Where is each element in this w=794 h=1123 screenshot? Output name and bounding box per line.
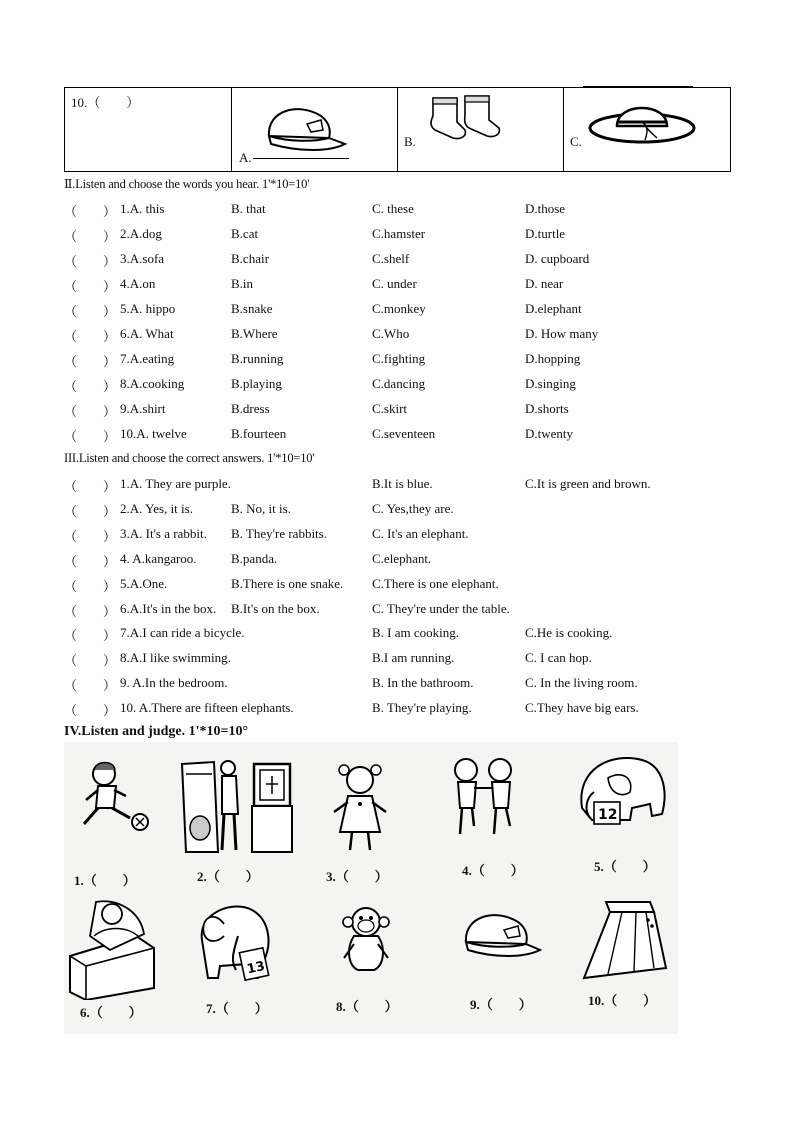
option-c: B.It is blue. bbox=[372, 476, 433, 491]
answer-parentheses: （ ） bbox=[64, 628, 117, 644]
boy-watching-tv-icon bbox=[178, 754, 294, 854]
answer-parentheses: （ ） bbox=[64, 703, 117, 719]
option-a: 6.A. What bbox=[120, 326, 174, 341]
option-b: B.running bbox=[231, 351, 284, 366]
section-4-title: IV.Listen and judge. 1'*10=10° bbox=[64, 724, 249, 739]
option-c: C.Who bbox=[372, 326, 410, 341]
question-row bbox=[64, 201, 744, 221]
socks-icon bbox=[425, 94, 515, 142]
question-row bbox=[64, 700, 744, 720]
picture-9-label: 9.（ ） bbox=[470, 997, 532, 1012]
question-row bbox=[64, 576, 744, 596]
skirt-icon bbox=[578, 898, 670, 982]
picture-6-label: 6.（ ） bbox=[80, 1005, 142, 1020]
option-b: B.Where bbox=[231, 326, 278, 341]
option-d: D.elephant bbox=[525, 301, 582, 316]
elephant-13-icon bbox=[194, 900, 278, 986]
picture-10-label: 10.（ ） bbox=[588, 993, 657, 1008]
option-b: B.snake bbox=[231, 301, 273, 316]
option-b: B.dress bbox=[231, 401, 270, 416]
option-b-letter: B. bbox=[404, 134, 416, 149]
option-c: C.skirt bbox=[372, 401, 408, 416]
elephant-12-icon bbox=[572, 748, 672, 834]
monkey-icon bbox=[334, 904, 398, 974]
option-a: 1.A. They are purple. bbox=[120, 476, 231, 491]
option-d: D. near bbox=[525, 276, 564, 291]
option-c: C. these bbox=[372, 201, 414, 216]
picture-3-label: 3.（ ） bbox=[326, 869, 388, 884]
option-c: C.hamster bbox=[372, 226, 426, 241]
answer-parentheses: （ ） bbox=[64, 354, 117, 369]
option-a: 7.A.I can ride a bicycle. bbox=[120, 625, 245, 641]
option-a-cell bbox=[231, 88, 398, 171]
question-row bbox=[64, 251, 744, 271]
option-a: 9.A.shirt bbox=[120, 401, 166, 416]
answer-parentheses: （ ） bbox=[64, 379, 117, 394]
option-c: C.dancing bbox=[372, 376, 426, 391]
section-2-title: Ⅱ.Listen and choose the words you hear. 1'*10=10' bbox=[64, 177, 310, 191]
option-b: B. They're rabbits. bbox=[231, 525, 327, 541]
picture-5-label: 5.（ ） bbox=[594, 859, 656, 874]
answer-line bbox=[253, 158, 349, 159]
picture-8-label: 8.（ ） bbox=[336, 999, 398, 1014]
picture-7-label: 7.（ ） bbox=[206, 1001, 268, 1016]
picture-4-label: 4.（ ） bbox=[462, 863, 524, 878]
option-b-cell bbox=[397, 88, 564, 171]
picture-1-label: 1.（ ） bbox=[74, 873, 136, 888]
option-a: 2.A. Yes, it is. bbox=[120, 500, 193, 516]
option-c-cell bbox=[563, 88, 730, 171]
boy-kicking-ball-icon bbox=[74, 758, 154, 834]
option-b: B.cat bbox=[231, 226, 259, 241]
option-a: 8.A.cooking bbox=[120, 376, 185, 391]
option-b: B.It's on the box. bbox=[231, 600, 320, 616]
question-number: 10.（ ） bbox=[71, 95, 140, 110]
option-a: 4.A.on bbox=[120, 276, 156, 291]
option-d: C. I can hop. bbox=[525, 650, 592, 666]
option-d: C. In the living room. bbox=[525, 675, 638, 691]
option-c: C.shelf bbox=[372, 251, 410, 266]
option-c: C.seventeen bbox=[372, 426, 436, 441]
option-d: D.turtle bbox=[525, 226, 566, 241]
question-row bbox=[64, 476, 744, 496]
option-a: 10. A.There are fifteen elephants. bbox=[120, 700, 294, 716]
option-c: C. It's an elephant. bbox=[372, 525, 469, 541]
question-row bbox=[64, 675, 744, 695]
question-row bbox=[64, 601, 744, 621]
option-b: B.panda. bbox=[231, 550, 278, 566]
option-b: B.chair bbox=[231, 251, 269, 266]
option-d: C.He is cooking. bbox=[525, 625, 613, 641]
option-b: B.fourteen bbox=[231, 426, 287, 441]
question-row bbox=[64, 625, 744, 645]
answer-parentheses: （ ） bbox=[64, 304, 117, 319]
option-c: C. They're under the table. bbox=[372, 600, 510, 616]
option-a: 2.A.dog bbox=[120, 226, 162, 241]
option-c: C. under bbox=[372, 276, 417, 291]
answer-parentheses: （ ） bbox=[64, 553, 117, 569]
option-a: 9. A.In the bedroom. bbox=[120, 675, 228, 691]
answer-parentheses: （ ） bbox=[64, 653, 117, 669]
option-c: B.I am running. bbox=[372, 650, 455, 666]
answer-parentheses: （ ） bbox=[64, 329, 117, 344]
section-3-title: III.Listen and choose the correct answers. 1'*10=10' bbox=[64, 451, 315, 465]
answer-parentheses: （ ） bbox=[64, 254, 117, 269]
svg-text:12: 12 bbox=[598, 807, 618, 823]
answer-parentheses: （ ） bbox=[64, 429, 117, 444]
answer-parentheses: （ ） bbox=[64, 279, 117, 294]
question-number-cell bbox=[65, 88, 232, 171]
question-row bbox=[64, 301, 744, 321]
option-a: 5.A. hippo bbox=[120, 301, 176, 316]
option-c: C. Yes,they are. bbox=[372, 500, 454, 516]
option-d: D.singing bbox=[525, 376, 576, 391]
question-row bbox=[64, 401, 744, 421]
question-row bbox=[64, 526, 744, 546]
question-row bbox=[64, 351, 744, 371]
answer-parentheses: （ ） bbox=[64, 578, 117, 594]
question-row bbox=[64, 376, 744, 396]
option-a: 4. A.kangaroo. bbox=[120, 550, 197, 566]
answer-parentheses: （ ） bbox=[64, 204, 117, 219]
answer-parentheses: （ ） bbox=[64, 229, 117, 244]
option-d: D. cupboard bbox=[525, 251, 590, 266]
hat-icon bbox=[587, 94, 697, 146]
option-c: C.There is one elephant. bbox=[372, 575, 499, 591]
option-b: B. that bbox=[231, 201, 266, 216]
answer-parentheses: （ ） bbox=[64, 603, 117, 619]
option-c: B. In the bathroom. bbox=[372, 675, 474, 691]
answer-parentheses: （ ） bbox=[64, 404, 117, 419]
option-a: 3.A.sofa bbox=[120, 251, 165, 266]
answer-parentheses: （ ） bbox=[64, 528, 117, 544]
cap-icon bbox=[259, 98, 349, 158]
question-row bbox=[64, 551, 744, 571]
question-row bbox=[64, 501, 744, 521]
question-row bbox=[64, 226, 744, 246]
girl-icon bbox=[326, 762, 396, 854]
option-b: B.There is one snake. bbox=[231, 575, 344, 591]
svg-text:13: 13 bbox=[245, 958, 267, 978]
option-a: 5.A.One. bbox=[120, 575, 168, 591]
option-b: B.in bbox=[231, 276, 254, 291]
option-d: D.shorts bbox=[525, 401, 569, 416]
answer-parentheses: （ ） bbox=[64, 503, 117, 519]
question-row bbox=[64, 326, 744, 346]
option-d: D.those bbox=[525, 201, 566, 216]
question-row bbox=[64, 650, 744, 670]
answer-line bbox=[583, 86, 693, 87]
question-row bbox=[64, 276, 744, 296]
option-c: B. I am cooking. bbox=[372, 625, 460, 641]
option-b: B.playing bbox=[231, 376, 282, 391]
option-d: C.It is green and brown. bbox=[525, 476, 651, 491]
option-a: 6.A.It's in the box. bbox=[120, 600, 217, 616]
option-d: D.twenty bbox=[525, 426, 574, 441]
option-a: 8.A.I like swimming. bbox=[120, 650, 231, 666]
question-row bbox=[64, 426, 744, 446]
option-a-letter: A. bbox=[239, 150, 252, 165]
option-d: C.They have big ears. bbox=[525, 700, 639, 716]
girl-in-bed-icon bbox=[66, 896, 158, 1000]
option-d: D.hopping bbox=[525, 351, 581, 366]
option-a: 10.A. twelve bbox=[120, 426, 187, 441]
option-a: 7.A.eating bbox=[120, 351, 175, 366]
answer-parentheses: （ ） bbox=[64, 678, 117, 694]
option-a: 3.A. It's a rabbit. bbox=[120, 525, 207, 541]
option-c: B. They're playing. bbox=[372, 700, 472, 716]
two-kids-hopping-icon bbox=[444, 754, 526, 838]
option-c: C.fighting bbox=[372, 351, 426, 366]
option-b: B. No, it is. bbox=[231, 500, 291, 516]
option-a: 1.A. this bbox=[120, 201, 165, 216]
answer-parentheses: （ ） bbox=[64, 479, 117, 494]
top-question-table bbox=[64, 87, 731, 172]
picture-2-label: 2.（ ） bbox=[197, 869, 259, 884]
cap-icon bbox=[460, 906, 542, 962]
option-c-letter: C. bbox=[570, 134, 582, 149]
option-c: C.elephant. bbox=[372, 550, 432, 566]
option-c: C.monkey bbox=[372, 301, 426, 316]
option-d: D. How many bbox=[525, 326, 599, 341]
